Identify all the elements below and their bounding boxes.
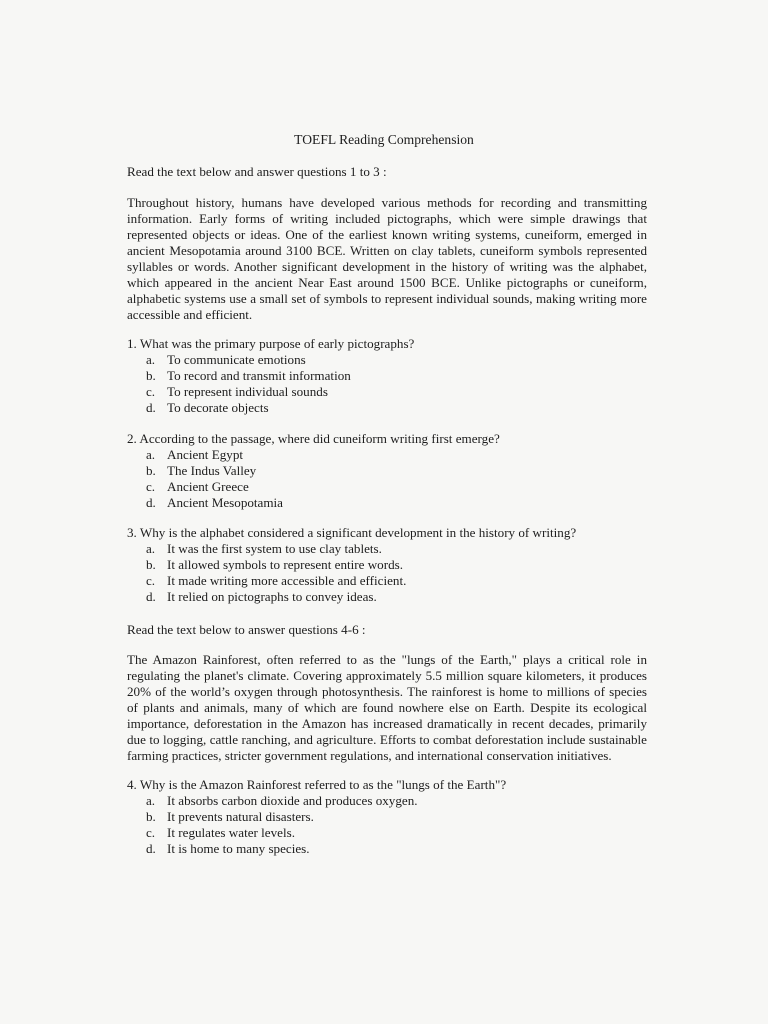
answer-option-d [146, 589, 667, 605]
answer-option-d [146, 495, 667, 511]
option-letter: d. [146, 589, 156, 604]
question-text: 1. What was the primary purpose of early pictographs? [127, 336, 415, 351]
option-text: To represent individual sounds [167, 384, 328, 399]
option-letter: b. [146, 463, 156, 478]
option-letter: a. [146, 352, 156, 367]
option-text: It absorbs carbon dioxide and produces oxygen. [167, 793, 418, 808]
option-letter: c. [146, 384, 156, 399]
answer-option-a [146, 793, 667, 809]
answer-option-b [146, 809, 667, 825]
answer-option-d [146, 841, 667, 857]
answer-option-b [146, 368, 667, 384]
option-text: It relied on pictographs to convey ideas. [167, 589, 377, 604]
section1-passage [127, 195, 647, 323]
option-text: To decorate objects [167, 400, 269, 415]
answer-option-c [146, 384, 667, 400]
answer-option-a [146, 447, 667, 463]
option-text: To record and transmit information [167, 368, 351, 383]
answer-option-d [146, 400, 667, 416]
option-text: Ancient Greece [167, 479, 249, 494]
option-text: The Indus Valley [167, 463, 257, 478]
option-letter: b. [146, 809, 156, 824]
answer-option-a [146, 541, 667, 557]
answer-option-c [146, 573, 667, 589]
option-letter: c. [146, 479, 156, 494]
option-letter: d. [146, 841, 156, 856]
answer-options [127, 541, 667, 605]
question-1 [127, 336, 667, 416]
option-text: It is home to many species. [167, 841, 310, 856]
question-text: 2. According to the passage, where did cuneiform writing first emerge? [127, 431, 500, 446]
answer-option-c [146, 825, 667, 841]
question-3 [127, 525, 667, 605]
section2-instruction: Read the text below to answer questions 4-6 : [127, 622, 366, 637]
option-letter: a. [146, 541, 156, 556]
question-4 [127, 777, 667, 857]
answer-option-c [146, 479, 667, 495]
option-text: To communicate emotions [167, 352, 306, 367]
question-2 [127, 431, 667, 511]
answer-option-a [146, 352, 667, 368]
page-title: TOEFL Reading Comprehension [294, 132, 474, 147]
option-text: Ancient Mesopotamia [167, 495, 283, 510]
option-text: It was the first system to use clay tablets. [167, 541, 382, 556]
answer-options [127, 447, 667, 511]
answer-option-b [146, 557, 667, 573]
option-letter: a. [146, 793, 156, 808]
option-text: Ancient Egypt [167, 447, 243, 462]
option-text: It allowed symbols to represent entire words. [167, 557, 403, 572]
option-letter: d. [146, 400, 156, 415]
option-letter: c. [146, 825, 156, 840]
option-letter: b. [146, 557, 156, 572]
passage-text: Throughout history, humans have developed various methods for recording and transmitting information. Early forms of writing included pictographs, which were simple drawings that represented objects or ideas. One of the earliest known writing systems, cuneiform, emerged in ancient Mesopotamia around 3100 BCE. Written on clay tablets, cuneiform symbols represented syllables or words. Another significant development in the history of writing was the alphabet, which appeared in the ancient Near East around 1500 BCE. Unlike pictographs or cuneiform, alphabetic systems use a small set of symbols to represent individual sounds, making writing more accessible and efficient. [127, 195, 647, 322]
question-text: 3. Why is the alphabet considered a significant development in the history of writing? [127, 525, 577, 540]
question-text: 4. Why is the Amazon Rainforest referred to as the "lungs of the Earth"? [127, 777, 507, 792]
passage-text: The Amazon Rainforest, often referred to as the "lungs of the Earth," plays a critical role in regulating the planet's climate. Covering approximately 5.5 million square kilometers, it produces 20% of the world’s oxygen through photosynthesis. The rainforest is home to millions of species of plants and animals, many of which are found nowhere else on Earth. Despite its ecological importance, deforestation in the Amazon has increased dramatically in recent decades, primarily due to logging, cattle ranching, and agriculture. Efforts to combat deforestation include sustainable farming practices, stricter government regulations, and international conservation initiatives. [127, 652, 647, 763]
section2-passage [127, 652, 647, 764]
answer-options [127, 352, 667, 416]
answer-options [127, 793, 667, 857]
option-letter: c. [146, 573, 156, 588]
option-letter: a. [146, 447, 156, 462]
option-text: It prevents natural disasters. [167, 809, 314, 824]
option-text: It made writing more accessible and efficient. [167, 573, 407, 588]
answer-option-b [146, 463, 667, 479]
option-letter: b. [146, 368, 156, 383]
option-letter: d. [146, 495, 156, 510]
option-text: It regulates water levels. [167, 825, 295, 840]
section1-instruction: Read the text below and answer questions 1 to 3 : [127, 164, 387, 179]
